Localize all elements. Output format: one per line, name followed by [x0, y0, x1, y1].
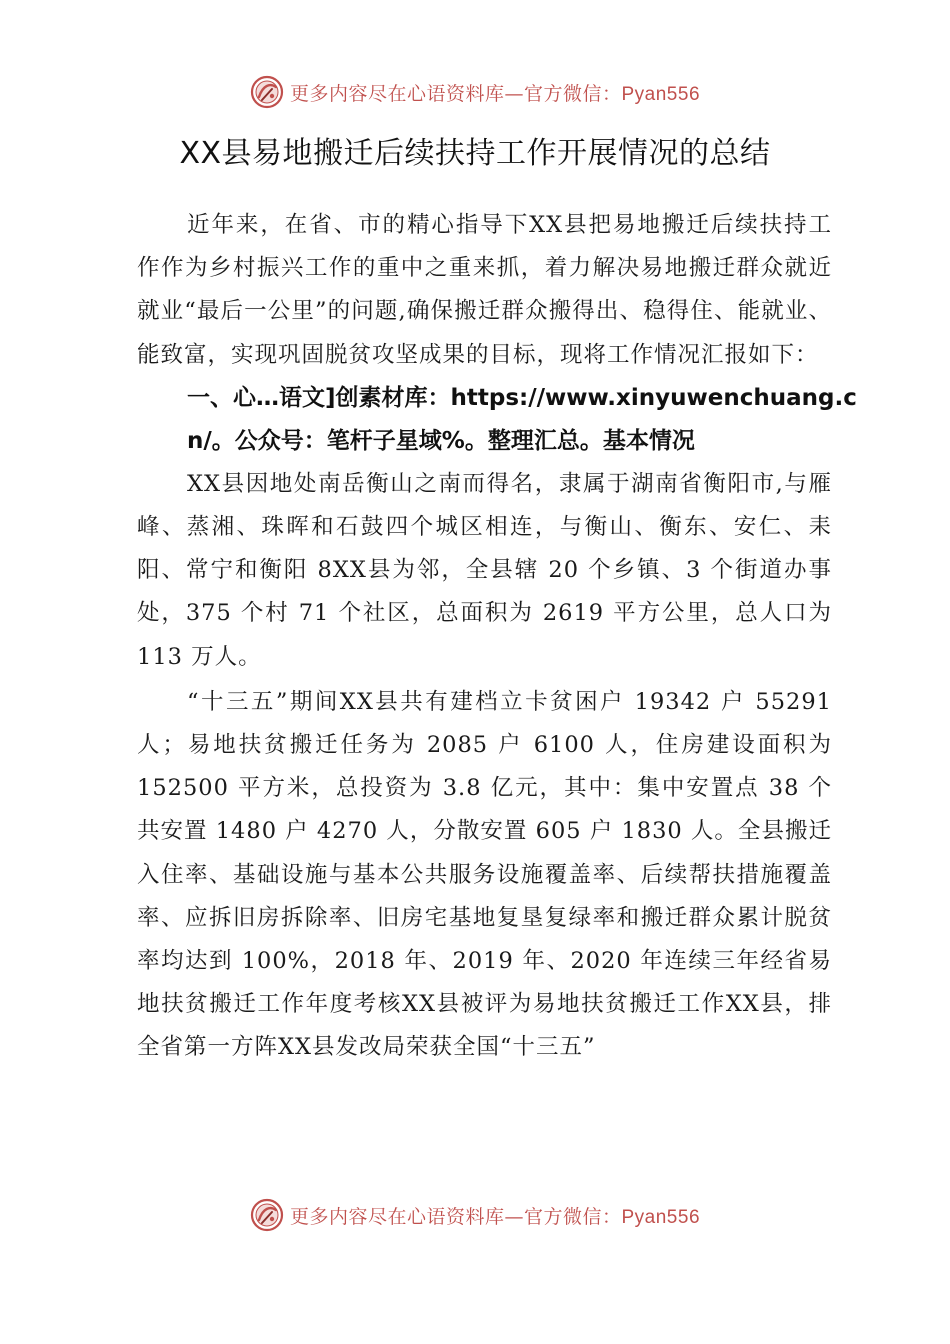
section-paragraph: “十三五”期间XX县共有建档立卡贫困户 19342 户 55291 人；易地扶贫搬迁任务为 2085 户 6100 人，住房建设面积为 152500 平方米，总投资为 3.8 亿元，其中：集中安置点 38 个共安置 1480 户 4270 人，分散安置 605 户 1830 人。全县搬迁入住率、基础设施与基本公共服务设施覆盖率、后续帮扶措施覆盖率、应拆旧房拆除率、旧房宅基地复垦复绿率和搬迁群众累计脱贫率均达到 100%，2018 年、2019 年、2020 年连续三年经省易地扶贫搬迁工作年度考核XX县被评为易地扶贫搬迁工作XX县，排全省第一方阵XX县发改局荣获全国“十三五”: [137, 688, 832, 1061]
section-paragraph: XX县因地处南岳衡山之南而得名，隶属于湖南省衡阳市,与雁峰、蒸湘、珠晖和石鼓四个城区相连，与衡山、衡东、安仁、耒阳、常宁和衡阳 8XX县为邻，全县辖 20 个乡镇、3 个街道办事处，375 个村 71 个社区，总面积为 2619 平方公里，总人口为 113 万人。: [137, 470, 832, 670]
page-title: XX县易地搬迁后续扶持工作开展情况的总结: [179, 136, 771, 171]
banner-text: 更多内容尽在心语资料库—官方微信：Pyan556: [289, 1205, 701, 1228]
bottom-watermark-banner: [0, 1193, 950, 1237]
section-heading: 一、心…语文]创素材库：https://www.xinyuwenchuang.cn/。公众号：笔杆子星域%。整理汇总。基本情况: [187, 384, 857, 454]
banner-handle: Pyan556: [621, 1206, 701, 1228]
banner-handle: Pyan556: [621, 83, 701, 105]
banner-text: 更多内容尽在心语资料库—官方微信：Pyan556: [289, 82, 701, 105]
intro-paragraph: 近年来，在省、市的精心指导下XX县把易地搬迁后续扶持工作作为乡村振兴工作的重中之重来抓，着力解决易地搬迁群众就近就业“最后一公里”的问题,确保搬迁群众搬得出、稳得住、能就业、能致富，实现巩固脱贫攻坚成果的目标，现将工作情况汇报如下：: [137, 212, 832, 368]
seal-logo-icon: [250, 75, 284, 109]
document-body: [137, 204, 857, 1070]
top-watermark-banner: [0, 70, 950, 114]
seal-logo-icon: [250, 1198, 284, 1232]
